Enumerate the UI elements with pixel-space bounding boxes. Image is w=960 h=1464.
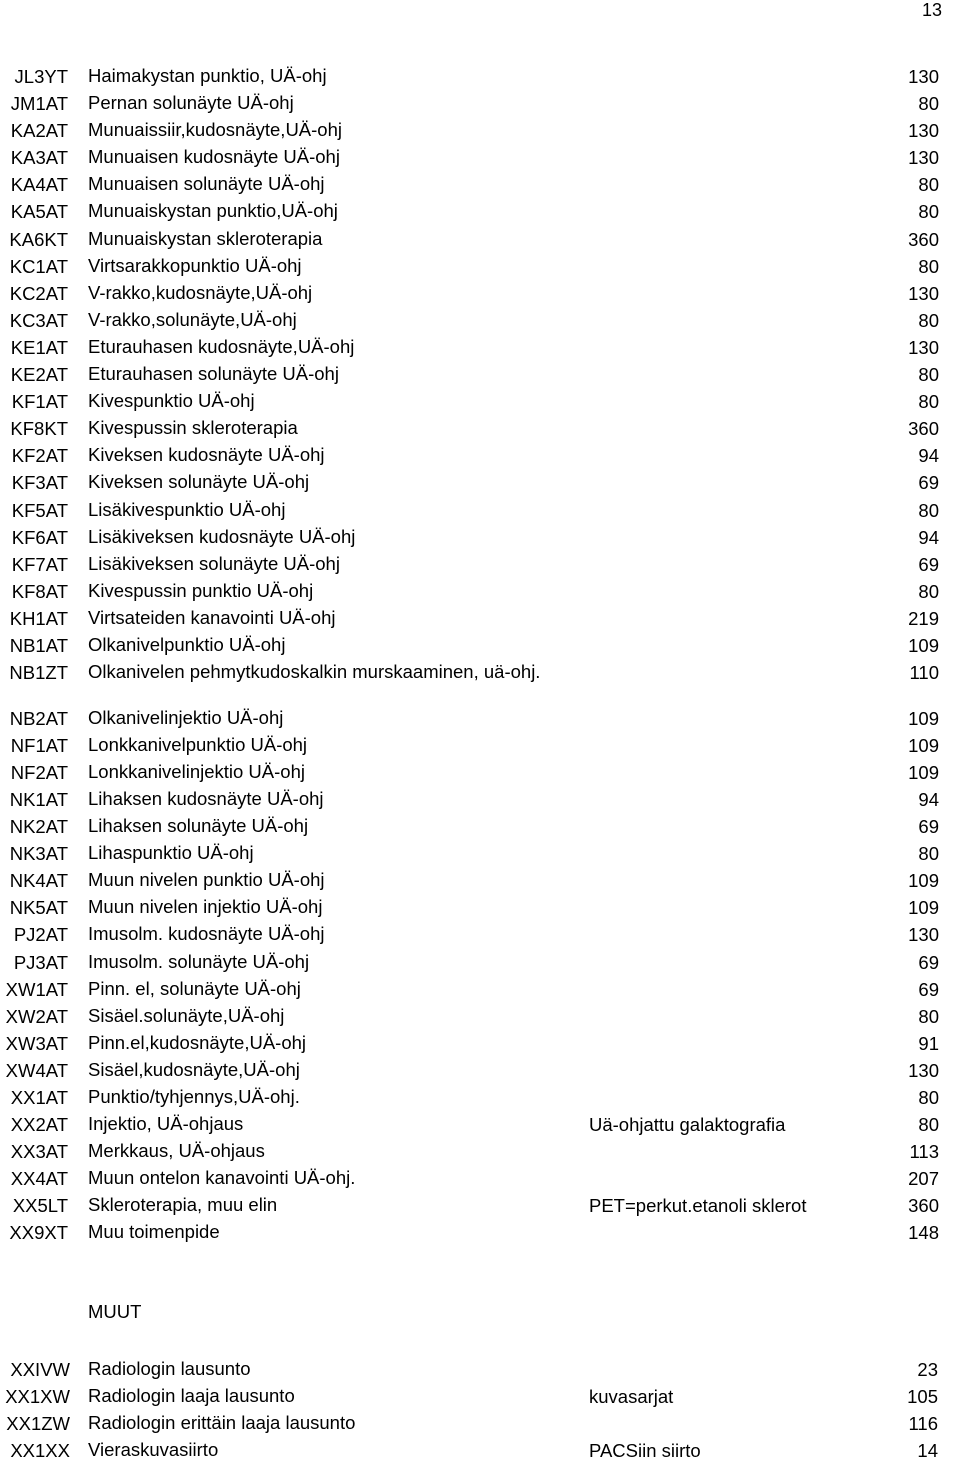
procedure-description: Kiveksen solunäyte UÄ-ohj [88, 471, 310, 493]
table-row [0, 867, 960, 894]
procedure-description: Merkkaus, UÄ-ohjaus [88, 1140, 265, 1162]
muut-price-list [0, 1356, 960, 1464]
procedure-price: 109 [908, 870, 939, 892]
procedure-code: KE1AT [10, 336, 68, 358]
procedure-code: NB2AT [9, 707, 68, 729]
procedure-description: Olkanivelpunktio UÄ-ohj [88, 633, 286, 655]
procedure-description: Haimakystan punktio, UÄ-ohj [88, 65, 327, 86]
procedure-code: XW2AT [5, 1005, 68, 1027]
procedure-description: Imusolm. kudosnäyte UÄ-ohj [88, 923, 325, 945]
procedure-note: PACSiin siirto [589, 1440, 701, 1462]
procedure-price: 69 [918, 553, 939, 575]
procedure-description: Olkanivelen pehmytkudoskalkin murskaaminen, uä-ohj. [88, 661, 541, 683]
procedure-code: XX1XX [10, 1440, 70, 1462]
procedure-code: XW1AT [5, 978, 68, 1000]
page-number: 13 [921, 0, 942, 20]
procedure-price: 80 [918, 391, 939, 413]
procedure-code: KC1AT [9, 255, 68, 277]
table-row [0, 578, 960, 605]
procedure-description: Imusolm. solunäyte UÄ-ohj [88, 950, 310, 972]
table-row [0, 144, 960, 171]
table-row [0, 198, 960, 225]
table-row [0, 605, 960, 632]
procedure-description: Olkanivelinjektio UÄ-ohj [88, 706, 284, 728]
procedure-description: Munuaissiir,kudosnäyte,UÄ-ohj [88, 119, 342, 141]
procedure-description: Lihaksen kudosnäyte UÄ-ohj [88, 787, 324, 809]
table-row [0, 1030, 960, 1057]
table-row [0, 307, 960, 334]
table-row [0, 1165, 960, 1192]
procedure-code: XX3AT [10, 1141, 68, 1163]
table-row [0, 976, 960, 1003]
procedure-price: 80 [918, 499, 939, 521]
procedure-price: 109 [908, 897, 939, 919]
procedure-price: 360 [908, 418, 939, 440]
table-row [0, 226, 960, 253]
procedure-code: KA2AT [10, 120, 68, 142]
table-row [0, 361, 960, 388]
procedure-description: Radiologin laaja lausunto [88, 1385, 295, 1407]
procedure-description: Vieraskuvasiirto [88, 1439, 219, 1461]
table-row [0, 705, 960, 732]
procedure-code: KH1AT [9, 607, 68, 629]
procedure-code: KA6KT [9, 228, 68, 250]
procedure-description: Skleroterapia, muu elin [88, 1194, 278, 1216]
procedure-code: KF8KT [10, 418, 68, 440]
table-row [0, 1084, 960, 1111]
procedure-code: XW4AT [5, 1059, 68, 1081]
procedure-price: 110 [909, 662, 939, 684]
procedure-description: Munuaiskystan punktio,UÄ-ohj [88, 200, 338, 222]
procedure-price: 130 [908, 1059, 939, 1081]
procedure-description: Munuaiskystan skleroterapia [88, 227, 323, 249]
procedure-price: 14 [917, 1440, 938, 1462]
table-row [0, 1138, 960, 1165]
procedure-price: 80 [918, 309, 939, 331]
table-row [0, 497, 960, 524]
table-row [0, 1111, 960, 1138]
procedure-description: Lisäkiveksen solunäyte UÄ-ohj [88, 552, 340, 574]
procedure-code: KF7AT [11, 553, 68, 575]
procedure-code: JL3YT [14, 66, 68, 87]
procedure-price: 91 [918, 1032, 939, 1054]
table-row [0, 253, 960, 280]
procedure-price: 116 [908, 1413, 938, 1435]
procedure-description: Muu toimenpide [88, 1221, 220, 1243]
table-row [0, 732, 960, 759]
procedure-code: KF8AT [11, 580, 68, 602]
procedure-price: 80 [918, 364, 939, 386]
procedure-price: 94 [918, 788, 939, 810]
procedure-code: NB1AT [9, 634, 68, 656]
procedure-code: NK2AT [9, 816, 68, 838]
procedure-price: 360 [908, 1195, 939, 1217]
procedure-note: kuvasarjat [589, 1386, 674, 1408]
procedure-price: 130 [908, 336, 939, 358]
table-row [0, 786, 960, 813]
procedure-code: NK5AT [9, 897, 68, 919]
table-row [0, 659, 960, 705]
table-row [0, 759, 960, 786]
procedure-price: 94 [918, 526, 939, 548]
procedure-code: XX9XT [9, 1222, 68, 1244]
procedure-description: Kiveksen kudosnäyte UÄ-ohj [88, 444, 325, 466]
procedure-price: 80 [918, 174, 939, 196]
procedure-price: 80 [918, 843, 939, 865]
procedure-code: PJ3AT [13, 951, 68, 973]
procedure-code: JM1AT [10, 93, 68, 115]
procedure-code: XX1ZW [6, 1413, 70, 1435]
procedure-price: 109 [908, 734, 939, 756]
procedure-code: XX5LT [12, 1195, 68, 1217]
procedure-description: Pinn. el, solunäyte UÄ-ohj [88, 977, 301, 999]
procedure-code: KA4AT [10, 174, 68, 196]
procedure-description: V-rakko,solunäyte,UÄ-ohj [88, 308, 297, 330]
table-row [0, 280, 960, 307]
procedure-description: Lonkkanivelpunktio UÄ-ohj [88, 733, 308, 755]
procedure-code: NK3AT [9, 843, 68, 865]
procedure-price: 130 [908, 66, 939, 87]
procedure-description: V-rakko,kudosnäyte,UÄ-ohj [88, 281, 313, 303]
procedure-code: KA3AT [10, 147, 68, 169]
procedure-description: Lisäkiveksen kudosnäyte UÄ-ohj [88, 525, 356, 547]
table-row [0, 63, 960, 90]
procedure-description: Kivespussin skleroterapia [88, 417, 298, 439]
procedure-price: 80 [918, 1086, 939, 1108]
procedure-description: Lisäkivespunktio UÄ-ohj [88, 498, 286, 520]
procedure-price: 109 [908, 707, 939, 729]
procedure-description: Pinn.el,kudosnäyte,UÄ-ohj [88, 1031, 307, 1053]
procedure-description: Radiologin lausunto [88, 1358, 251, 1379]
procedure-code: KF5AT [11, 499, 68, 521]
procedure-description: Kivespussin punktio UÄ-ohj [88, 579, 314, 601]
table-row [0, 1356, 960, 1383]
table-row [0, 1383, 960, 1410]
table-row [0, 1219, 960, 1246]
procedure-price: 80 [918, 255, 939, 277]
procedure-price: 80 [918, 580, 939, 602]
procedure-code: NK4AT [9, 870, 68, 892]
procedure-description: Eturauhasen kudosnäyte,UÄ-ohj [88, 335, 355, 357]
procedure-code: XX2AT [10, 1114, 68, 1136]
procedure-code: KC2AT [9, 282, 68, 304]
table-row [0, 632, 960, 659]
procedure-description: Lihaksen solunäyte UÄ-ohj [88, 815, 309, 837]
procedure-code: KA5AT [10, 201, 68, 223]
procedure-code: KF2AT [11, 445, 68, 467]
procedure-price: 109 [908, 761, 939, 783]
section-heading-muut: MUUT [88, 1301, 142, 1322]
procedure-price: 113 [909, 1141, 939, 1163]
procedure-price: 80 [918, 93, 939, 115]
procedure-code: NF2AT [10, 761, 68, 783]
table-row [0, 551, 960, 578]
procedure-price: 148 [908, 1222, 939, 1244]
procedure-code: XX1AT [10, 1086, 68, 1108]
procedure-price: 69 [918, 978, 939, 1000]
procedure-description: Kivespunktio UÄ-ohj [88, 390, 255, 412]
procedure-code: XX4AT [10, 1168, 68, 1190]
procedure-description: Injektio, UÄ-ohjaus [88, 1113, 244, 1135]
procedure-description: Muun nivelen punktio UÄ-ohj [88, 869, 325, 891]
procedure-price: 80 [918, 1005, 939, 1027]
procedure-code: NF1AT [10, 734, 68, 756]
procedure-description: Radiologin erittäin laaja lausunto [88, 1412, 356, 1434]
procedure-description: Punktio/tyhjennys,UÄ-ohj. [88, 1085, 300, 1107]
procedure-price: 109 [908, 634, 939, 656]
procedure-description: Munuaisen solunäyte UÄ-ohj [88, 173, 325, 195]
procedure-code: KC3AT [9, 309, 68, 331]
procedure-description: Eturauhasen solunäyte UÄ-ohj [88, 363, 339, 385]
table-row [0, 415, 960, 442]
procedure-price: 130 [908, 924, 939, 946]
procedure-description: Pernan solunäyte UÄ-ohj [88, 92, 294, 114]
procedure-code: KF3AT [11, 472, 68, 494]
procedure-code: KF1AT [11, 391, 68, 413]
procedure-price-list [0, 63, 960, 1247]
procedure-description: Sisäel,kudosnäyte,UÄ-ohj [88, 1058, 300, 1080]
table-row [0, 921, 960, 948]
table-row [0, 840, 960, 867]
table-row [0, 1437, 960, 1464]
procedure-code: XW3AT [5, 1032, 68, 1054]
procedure-description: Sisäel.solunäyte,UÄ-ohj [88, 1004, 285, 1026]
table-row [0, 388, 960, 415]
procedure-price: 130 [908, 120, 939, 142]
procedure-description: Lihaspunktio UÄ-ohj [88, 842, 254, 864]
procedure-description: Muun ontelon kanavointi UÄ-ohj. [88, 1167, 356, 1189]
procedure-code: PJ2AT [13, 924, 68, 946]
procedure-code: XX1XW [5, 1386, 70, 1408]
procedure-price: 94 [918, 445, 939, 467]
procedure-price: 69 [918, 816, 939, 838]
table-row [0, 469, 960, 496]
procedure-note: PET=perkut.etanoli sklerot [589, 1195, 807, 1217]
procedure-code: KF6AT [11, 526, 68, 548]
procedure-price: 219 [908, 607, 939, 629]
procedure-code: NK1AT [9, 788, 68, 810]
procedure-price: 105 [907, 1386, 938, 1408]
procedure-price: 130 [908, 282, 939, 304]
table-row [0, 894, 960, 921]
procedure-description: Munuaisen kudosnäyte UÄ-ohj [88, 146, 340, 168]
table-row [0, 1410, 960, 1437]
table-row [0, 1003, 960, 1030]
table-row [0, 442, 960, 469]
procedure-code: NB1ZT [9, 662, 68, 684]
procedure-description: Muun nivelen injektio UÄ-ohj [88, 896, 323, 918]
procedure-description: Virtsarakkopunktio UÄ-ohj [88, 254, 302, 276]
procedure-price: 80 [918, 201, 939, 223]
table-row [0, 334, 960, 361]
procedure-price: 23 [917, 1359, 938, 1380]
procedure-note: Uä-ohjattu galaktografia [589, 1114, 786, 1136]
table-row [0, 813, 960, 840]
table-row [0, 524, 960, 551]
table-row [0, 171, 960, 198]
table-row [0, 1057, 960, 1084]
table-row [0, 1192, 960, 1219]
procedure-description: Virtsateiden kanavointi UÄ-ohj [88, 606, 336, 628]
procedure-code: XXIVW [10, 1359, 70, 1380]
procedure-description: Lonkkanivelinjektio UÄ-ohj [88, 760, 305, 782]
procedure-price: 207 [908, 1168, 939, 1190]
procedure-price: 69 [918, 951, 939, 973]
procedure-price: 80 [918, 1114, 939, 1136]
procedure-price: 360 [908, 228, 939, 250]
table-row [0, 117, 960, 144]
table-row [0, 949, 960, 976]
procedure-price: 130 [908, 147, 939, 169]
procedure-price: 69 [918, 472, 939, 494]
table-row [0, 90, 960, 117]
procedure-code: KE2AT [10, 364, 68, 386]
